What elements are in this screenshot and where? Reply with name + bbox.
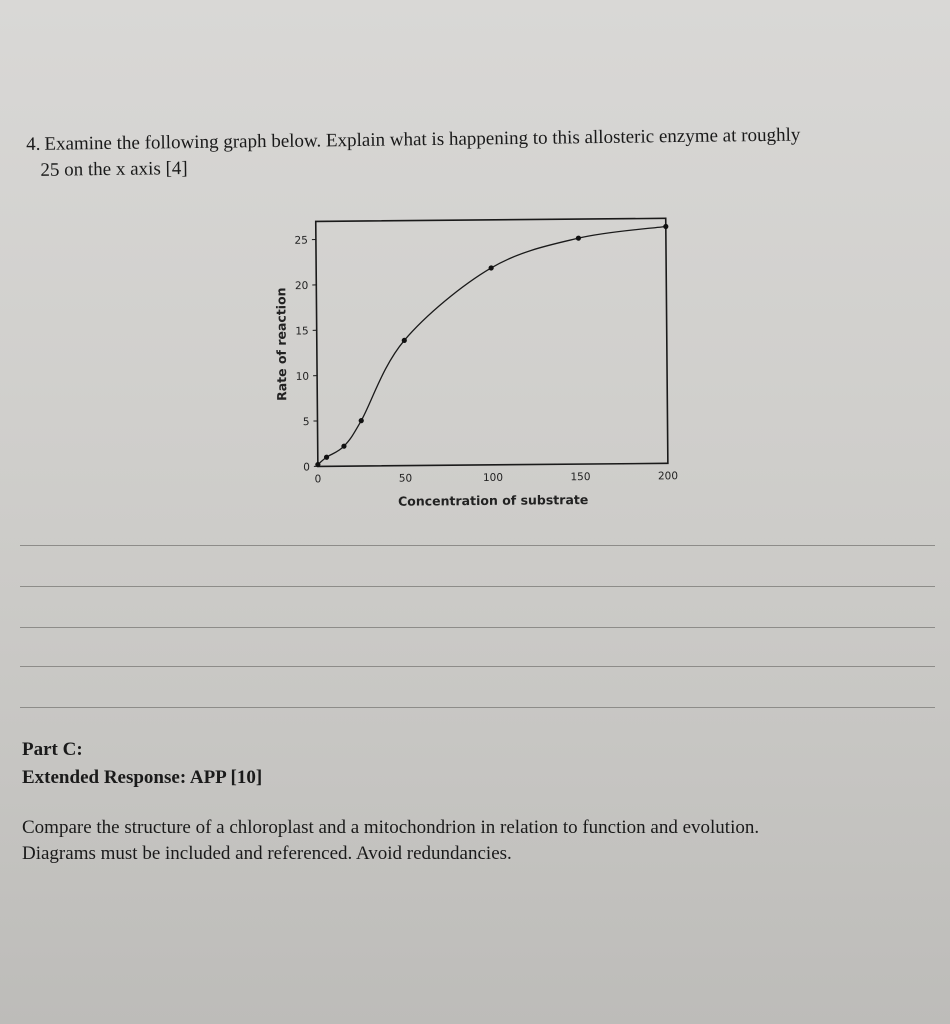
part-c-subtitle: Extended Response: APP [10] [22, 767, 263, 788]
y-axis [294, 235, 317, 474]
answer-line[interactable] [20, 707, 935, 708]
data-point [359, 418, 364, 423]
answer-line[interactable] [20, 545, 935, 546]
rate-chart [262, 210, 692, 520]
answer-line[interactable] [20, 666, 935, 667]
y-tick-label: 15 [295, 325, 309, 338]
y-axis-label: Rate of reaction [273, 287, 290, 402]
series-line [316, 227, 668, 465]
x-axis-label: Concentration of substrate [397, 492, 589, 509]
prompt-line-1: Compare the structure of a chloroplast and a mitochondrion in relation to function and evolution. [22, 817, 760, 838]
y-tick-label: 10 [295, 370, 310, 383]
answer-line[interactable] [20, 627, 935, 628]
question-text-line2-prefix: 25 on the x axis [40, 158, 166, 181]
data-points [313, 224, 670, 467]
data-point [315, 462, 320, 467]
data-point [663, 224, 668, 229]
answer-line[interactable] [20, 586, 935, 587]
y-tick-label: 25 [294, 234, 308, 247]
x-tick-label: 150 [570, 471, 591, 484]
y-tick-label: 20 [294, 279, 309, 293]
data-point [402, 338, 407, 343]
question-marks: [4] [165, 158, 188, 180]
part-c-title: Part C: [22, 739, 83, 760]
y-tick-label: 5 [302, 416, 310, 429]
question-text-line1: Examine the following graph below. Explain what is happening to this allosteric enzyme at roughly [44, 124, 801, 155]
data-point [576, 236, 581, 241]
plot-frame [316, 218, 668, 466]
data-point [324, 455, 329, 460]
x-axis [315, 470, 678, 485]
x-tick-label: 200 [657, 470, 679, 483]
x-tick-label: 100 [482, 471, 504, 484]
x-tick-label: 50 [398, 472, 413, 485]
prompt-line-2: Diagrams must be included and referenced. Avoid redundancies. [22, 843, 512, 864]
question-4 [26, 121, 932, 184]
chart-svg [262, 210, 692, 520]
y-tick-label: 0 [303, 461, 310, 474]
extended-response-prompt [22, 815, 922, 867]
data-point [489, 265, 494, 270]
question-number: 4. [26, 133, 41, 155]
data-point [341, 444, 346, 449]
part-c-header [22, 736, 262, 792]
x-tick-label: 0 [314, 473, 322, 486]
